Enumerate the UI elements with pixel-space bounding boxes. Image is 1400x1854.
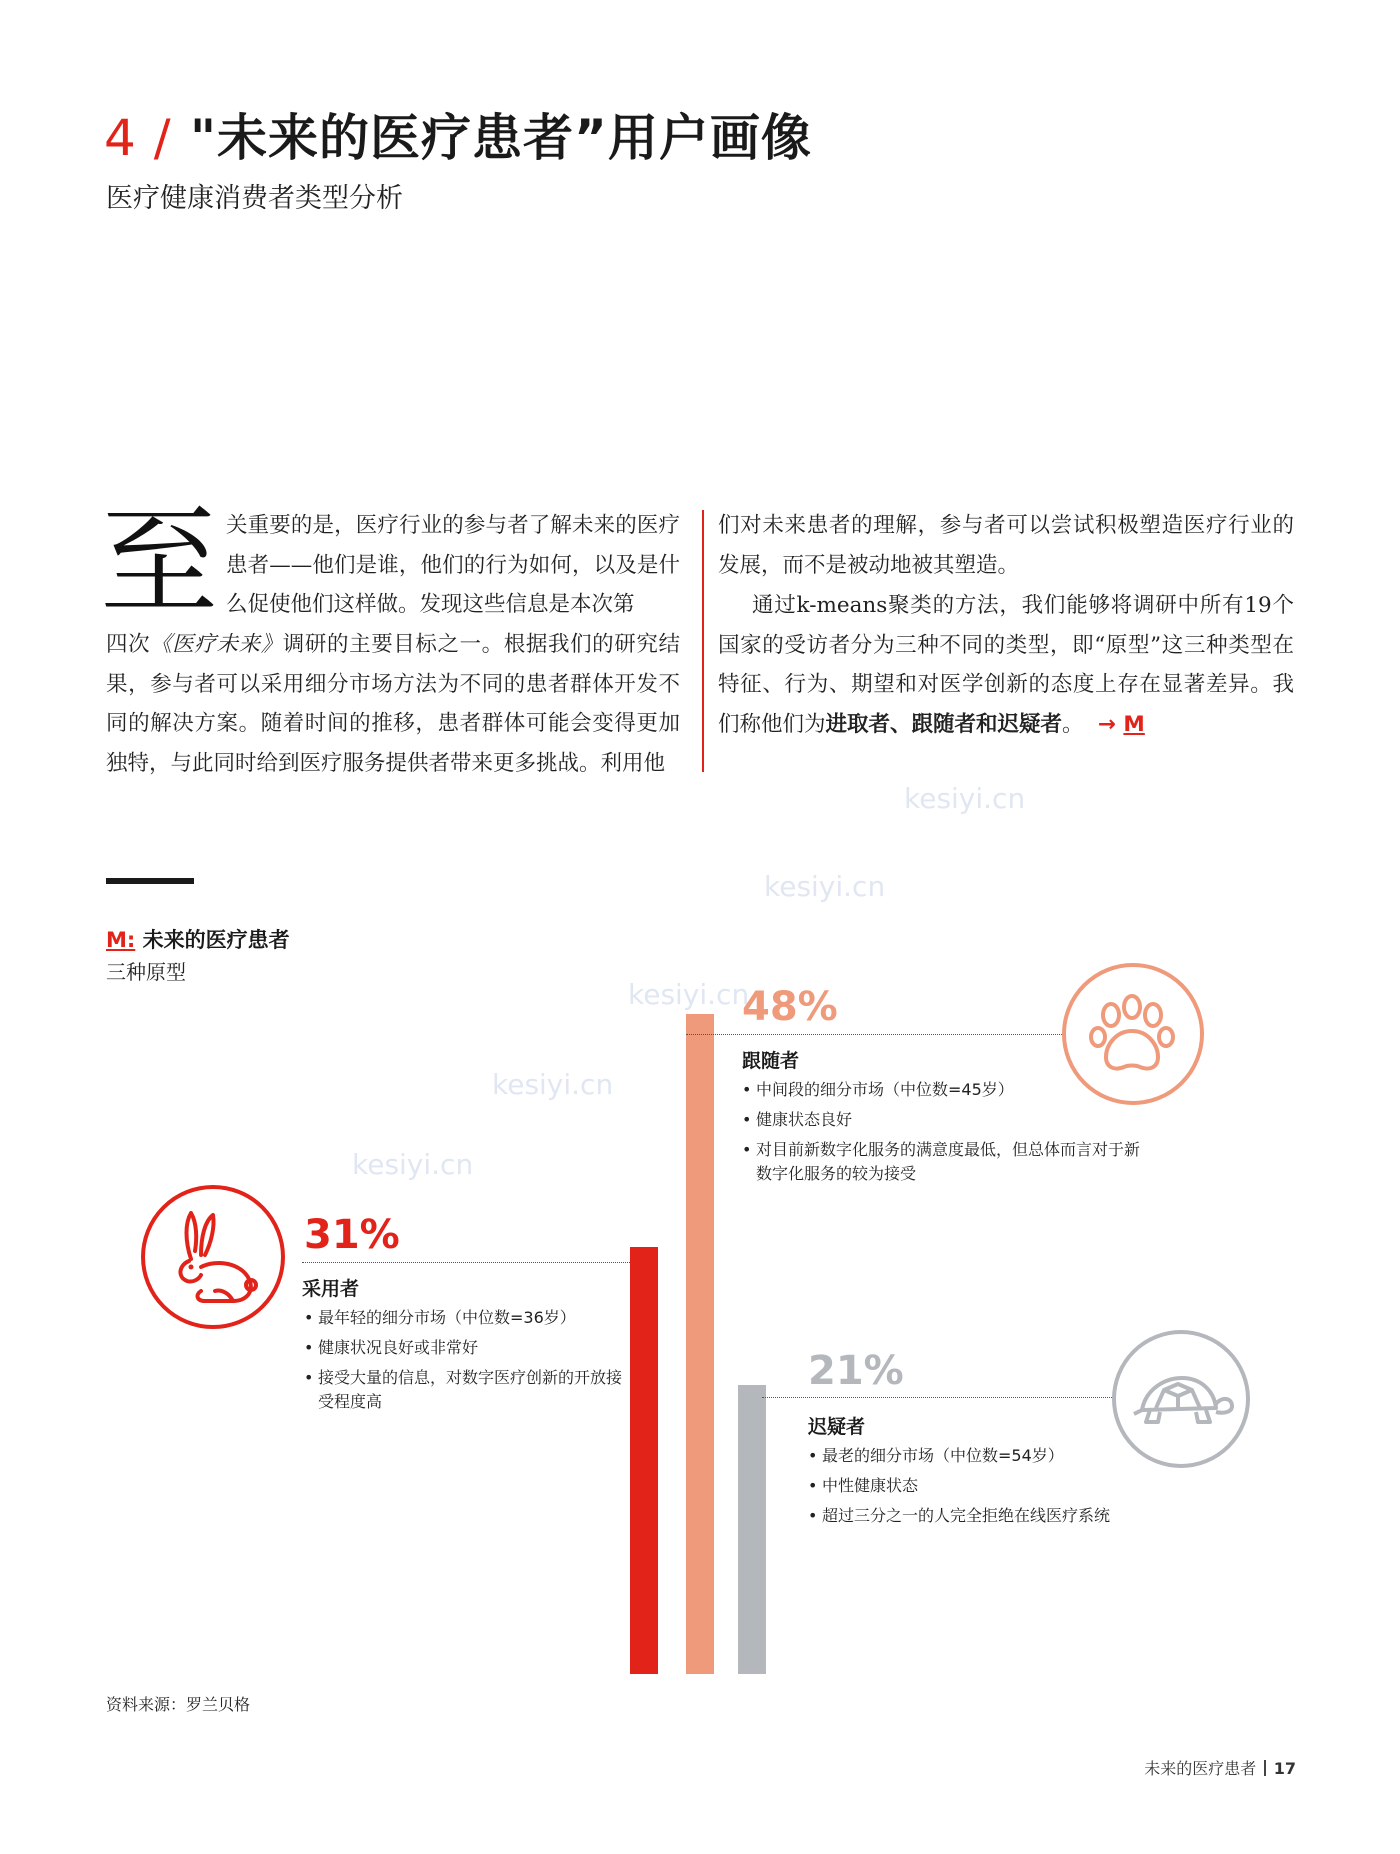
- report-title-italic: 《医疗未来》: [150, 632, 283, 657]
- hesitant-dotted-line: [762, 1397, 1112, 1398]
- adopter-dotted-line: [302, 1262, 630, 1263]
- hesitant-percent: 21%: [808, 1348, 904, 1394]
- follower-bar: [686, 1014, 714, 1674]
- intro-rest-b: 调研的主要目标之一。根据我们的研究结果，参与者可以采用细分市场方法为不同的患者群体开发不同的解决方案。随着时间的推移，患者群体可能会变得更加独特，与此同时给到医疗服务提供者带来更多挑战。利用他: [106, 632, 680, 776]
- hesitant-bullets: [808, 1444, 1208, 1534]
- intro-rest-a: 四次: [106, 632, 151, 657]
- figure-label-prefix: M:: [106, 928, 136, 952]
- list-item: • 健康状态良好: [742, 1108, 1142, 1132]
- watermark-text: kesiyi.cn: [628, 978, 750, 1011]
- page-title: [104, 98, 812, 170]
- adopter-percent: 31%: [304, 1212, 400, 1258]
- watermark-text: kesiyi.cn: [492, 1068, 614, 1101]
- figure-reference-link[interactable]: [1090, 712, 1144, 737]
- figure-label: [106, 924, 290, 954]
- list-item: • 对目前新数字化服务的满意度最低，但总体而言对于新数字化服务的较为接受: [742, 1138, 1142, 1186]
- follower-title: 跟随者: [742, 1050, 800, 1072]
- intro-first-lines: 关重要的是，医疗行业的参与者了解未来的医疗患者——他们是谁，他们的行为如何，以及是什么促使他们这样做。发现这些信息是本次第: [226, 513, 680, 617]
- follower-percent: 48%: [742, 984, 838, 1030]
- list-item: • 中性健康状态: [808, 1474, 1208, 1498]
- list-item: • 最年轻的细分市场（中位数=36岁）: [304, 1306, 624, 1330]
- list-item: • 中间段的细分市场（中位数=45岁）: [742, 1078, 1142, 1102]
- page-subtitle: 医疗健康消费者类型分析: [106, 183, 403, 214]
- page-number: 17: [1273, 1759, 1296, 1778]
- hesitant-title: 迟疑者: [808, 1416, 866, 1438]
- list-item: • 接受大量的信息，对数字医疗创新的开放接受程度高: [304, 1366, 624, 1414]
- drop-cap: 至: [100, 493, 219, 631]
- watermark-text: kesiyi.cn: [764, 870, 886, 903]
- footer-divider: [1264, 1760, 1266, 1776]
- page-footer: [1144, 1756, 1296, 1779]
- intro-right-paragraph-2: [718, 586, 1294, 744]
- watermark-text: kesiyi.cn: [352, 1148, 474, 1181]
- hesitant-bar: [738, 1385, 766, 1674]
- adopter-bar: [630, 1247, 658, 1674]
- figure-label-title: 未来的医疗患者: [142, 928, 290, 952]
- intro-right-paragraph-1: 们对未来患者的理解，参与者可以尝试积极塑造医疗行业的发展，而不是被动地被其塑造。: [718, 513, 1294, 578]
- list-item: • 超过三分之一的人完全拒绝在线医疗系统: [808, 1504, 1208, 1528]
- intro-continued: [106, 625, 680, 783]
- follower-dotted-line: [686, 1034, 1062, 1035]
- list-item: • 健康状况良好或非常好: [304, 1336, 624, 1360]
- watermark-text: kesiyi.cn: [904, 782, 1026, 815]
- rabbit-icon: [141, 1185, 285, 1329]
- list-item: • 最老的细分市场（中位数=54岁）: [808, 1444, 1208, 1468]
- right-p2-text: 通过k-means聚类的方法，我们能够将调研中所有19个国家的受访者分为三种不同的类型，即“原型”这三种类型在特征、行为、期望和对医学创新的态度上存在显著差异。我们称他们为: [718, 593, 1294, 737]
- figure-rule: [106, 878, 194, 884]
- column-divider: [702, 510, 704, 772]
- archetype-names: 进取者、跟随者和迟疑者: [825, 711, 1063, 737]
- footer-section: 未来的医疗患者: [1144, 1759, 1257, 1778]
- adopter-title: 采用者: [302, 1278, 360, 1300]
- adopter-bullets: [304, 1306, 624, 1420]
- title-text: "未来的医疗患者”用户画像: [189, 109, 812, 167]
- arrow-right-icon: →: [1097, 711, 1116, 737]
- source-note: 资料来源：罗兰贝格: [106, 1695, 251, 1714]
- figure-subtitle: 三种原型: [106, 960, 186, 984]
- section-number: 4 /: [104, 109, 172, 167]
- right-p2-end: 。: [1062, 711, 1084, 737]
- follower-bullets: [742, 1078, 1142, 1192]
- figure-reference-letter: M: [1123, 711, 1145, 737]
